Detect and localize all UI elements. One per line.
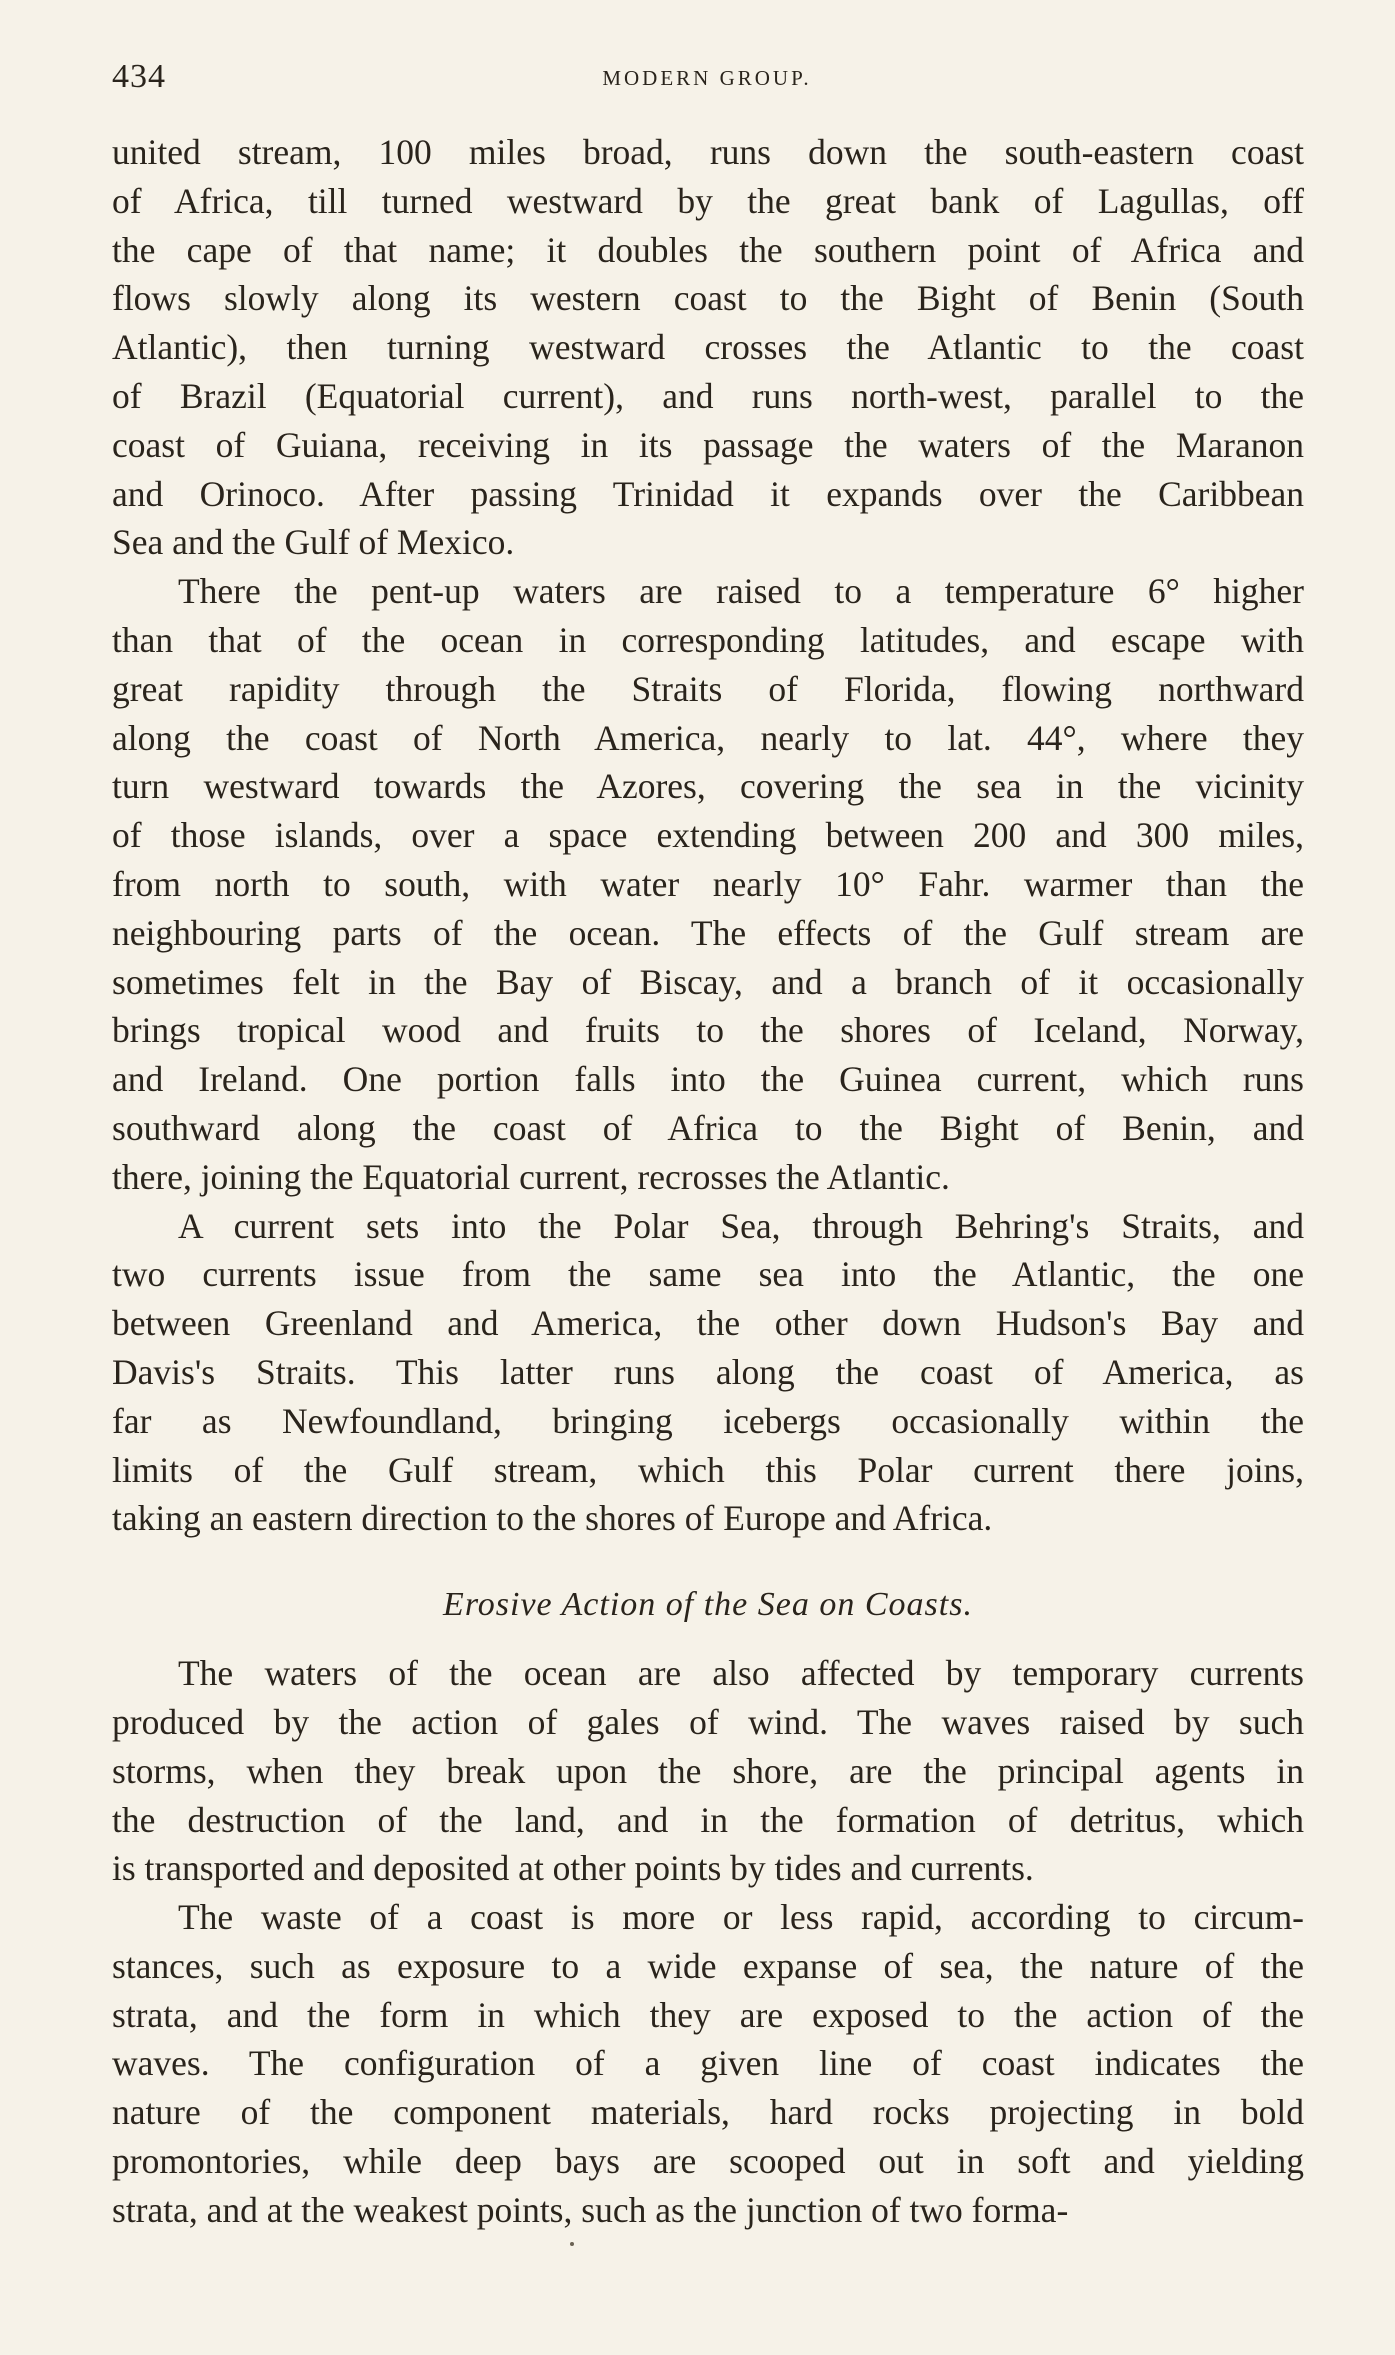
text-line: waves. The configuration of a given line of coast indicates the [112, 2043, 1304, 2084]
text-line: along the coast of North America, nearly to lat. 44°, where they [112, 717, 1304, 758]
text-line: of those islands, over a space extending between 200 and 300 miles, [112, 815, 1304, 856]
text-line: of Africa, till turned westward by the great bank of Lagullas, off [112, 180, 1304, 221]
paragraph [112, 1893, 1304, 2235]
text-line: from north to south, with water nearly 10° Fahr. warmer than the [112, 863, 1304, 904]
text-line: Sea and the Gulf of Mexico. [112, 522, 515, 563]
page-number: 434 [112, 58, 166, 95]
text-line: than that of the ocean in corresponding latitudes, and escape with [112, 619, 1304, 660]
running-title: MODERN GROUP. [602, 66, 812, 90]
text-line: southward along the coast of Africa to the Bight of Benin, and [112, 1107, 1304, 1148]
text-line: taking an eastern direction to the shores of Europe and Africa. [112, 1498, 993, 1539]
text-line: strata, and at the weakest points, such as the junction of two forma- [112, 2189, 1069, 2230]
text-line: flows slowly along its western coast to the Bight of Benin (South [112, 278, 1304, 319]
text-line: neighbouring parts of the ocean. The effects of the Gulf stream are [112, 912, 1304, 953]
text-line: coast of Guiana, receiving in its passage the waters of the Maranon [112, 424, 1304, 465]
text-line: great rapidity through the Straits of Florida, flowing northward [112, 668, 1304, 709]
text-line: and Ireland. One portion falls into the Guinea current, which runs [112, 1059, 1304, 1100]
paragraph [112, 128, 1304, 567]
text-line: Atlantic), then turning westward crosses the Atlantic to the coast [112, 327, 1304, 368]
text-line: produced by the action of gales of wind. The waves raised by such [112, 1701, 1304, 1742]
text-line: between Greenland and America, the other down Hudson's Bay and [112, 1303, 1304, 1344]
paragraph [112, 1202, 1304, 1544]
text-line: limits of the Gulf stream, which this Polar current there joins, [112, 1449, 1304, 1490]
text-line: The waste of a coast is more or less rapid, according to circum- [178, 1897, 1304, 1938]
text-line: of Brazil (Equatorial current), and runs north-west, parallel to the [112, 375, 1304, 416]
text-line: turn westward towards the Azores, covering the sea in the vicinity [112, 766, 1304, 807]
text-line: A current sets into the Polar Sea, through Behring's Straits, and [178, 1205, 1304, 1246]
paragraph [112, 567, 1304, 1201]
text-line: the destruction of the land, and in the formation of detritus, which [112, 1799, 1304, 1840]
body-text [112, 128, 1304, 2235]
paragraph [112, 1649, 1304, 1893]
text-line: brings tropical wood and fruits to the shores of Iceland, Norway, [112, 1010, 1304, 1051]
text-line: storms, when they break upon the shore, are the principal agents in [112, 1750, 1304, 1791]
text-line: stances, such as exposure to a wide expanse of sea, the nature of the [112, 1945, 1304, 1986]
text-line: is transported and deposited at other points by tides and currents. [112, 1848, 1034, 1889]
text-line: there, joining the Equatorial current, recrosses the Atlantic. [112, 1156, 950, 1197]
section-heading: Erosive Action of the Sea on Coasts. [443, 1586, 973, 1624]
text-line: The waters of the ocean are also affected by temporary currents [178, 1653, 1304, 1694]
running-head [112, 58, 1302, 108]
text-line: two currents issue from the same sea into the Atlantic, the one [112, 1254, 1304, 1295]
text-line: Davis's Straits. This latter runs along the coast of America, as [112, 1351, 1304, 1392]
text-line: nature of the component materials, hard rocks projecting in bold [112, 2092, 1304, 2133]
printing-speck [570, 2242, 574, 2246]
text-line: There the pent-up waters are raised to a temperature 6° higher [178, 571, 1304, 612]
text-line: strata, and the form in which they are exposed to the action of the [112, 1994, 1304, 2035]
text-line: sometimes felt in the Bay of Biscay, and a branch of it occasionally [112, 961, 1304, 1002]
text-line: united stream, 100 miles broad, runs down the south-eastern coast [112, 132, 1304, 172]
text-line: promontories, while deep bays are scooped out in soft and yielding [112, 2141, 1304, 2182]
text-line: the cape of that name; it doubles the southern point of Africa and [112, 229, 1304, 270]
text-line: and Orinoco. After passing Trinidad it expands over the Caribbean [112, 473, 1304, 514]
text-line: far as Newfoundland, bringing icebergs occasionally within the [112, 1400, 1304, 1441]
